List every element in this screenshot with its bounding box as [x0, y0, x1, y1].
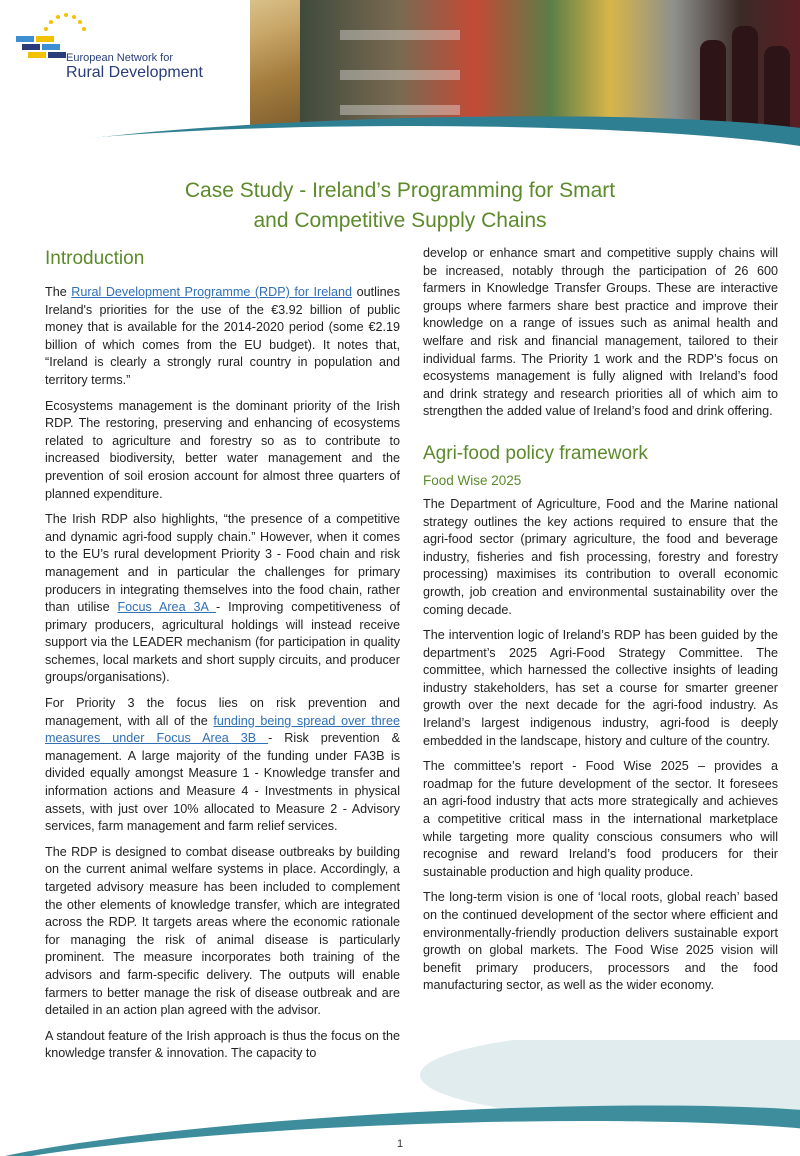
logo-line-1: European Network for: [66, 52, 173, 64]
intro-paragraph-4: [45, 695, 400, 836]
intro-paragraph-5: The RDP is designed to combat disease outbreaks by building on the current animal welfare systems in place. Accordingly, a targeted advisory measure has been included to complement the other elements of knowledge transfer, which are integrated across the RDP. It targets areas where the economic rationale for managing the risk of animal disease is particularly prominent. The measure incorporates both training of the advisors and farm-specific delivery. The outputs will enable farmers to better manage the risk of disease outbreak and are detailed in an action plan agreed with the advisor.: [45, 844, 400, 1018]
policy-paragraph-3: The committee’s report - Food Wise 2025 – provides a roadmap for the future development of the sector. It foresees an agri-food industry that acts more strategically and achieves a competitive critical mass in the international marketplace while targeting more quality conscious consumers who will recognise and reward Ireland’s food producers for their sustainable production and high quality produce.: [423, 759, 778, 879]
intro-paragraph-2: Ecosystems management is the dominant priority of the Irish RDP. The restoring, preserving and enhancing of ecosystems related to agriculture and forestry so as to contribute to increased biodiversity, better water management and the prevention of soil erosion account for almost three quarters of planned expenditure.: [45, 398, 400, 501]
title-line-1: Case Study - Ireland’s Programming for Smart: [184, 179, 616, 202]
rdp-ireland-link[interactable]: Rural Development Programme (RDP) for Ireland: [71, 285, 353, 299]
policy-paragraph-4: The long-term vision is one of ‘local roots, global reach’ based on the continued development of the sector where efficient and environmentally-friendly production delivers sustainable export growth on global markets. The Food Wise 2025 vision will benefit primary producers, processors and the food manufacturing sector, as well as the wider economy.: [423, 890, 778, 993]
focus-area-3b-link[interactable]: funding being spread over three measures under Focus Area 3B: [45, 713, 400, 746]
intro-paragraph-3: [45, 511, 400, 687]
focus-area-3a-link[interactable]: Focus Area 3A: [117, 600, 217, 615]
policy-paragraph-2: The intervention logic of Ireland’s RDP has been guided by the department’s 2025 Agri-Food Strategy Committee. The committee, which harnessed the collective insights of leading industry stakeholders, has set a course for smarter greener growth over the next decade for the agri-food industry. As Ireland’s largest indigenous industry, agri-food is deeply embedded in the landscape, history and culture of the country.: [423, 628, 778, 748]
right-column: [423, 245, 778, 1003]
title-line-2: and Competitive Supply Chains: [253, 209, 547, 232]
page-number: 1: [396, 1138, 404, 1150]
intro-paragraph-6: A standout feature of the Irish approach is thus the focus on the knowledge transfer & innovation. The capacity to: [45, 1028, 400, 1061]
text-span: The Irish RDP also highlights, “the presence of a competitive and dynamic agri-food supply chain.” However, when it comes to the EU’s rural development Priority 3 - Food chain and risk management and in particular the challenges for primary producers in integrating themselves into the food chain, rather than utilise: [45, 512, 400, 615]
page-title: [0, 176, 800, 236]
continued-paragraph: develop or enhance smart and competitive supply chains will be increased, notably through the participation of 26 600 farmers in Knowledge Transfer Groups. These are interactive groups where farmers share best practice and improve their knowledge on a range of issues such as animal health and welfare and risk and financial management, tailored to their individual farms. The Priority 1 work and the RDP’s focus on ecosystems management is fully aligned with Ireland’s food and drink strategy and research priorities all of which aim to strengthen the added value of Ireland’s food and drink offering.: [423, 246, 778, 419]
introduction-heading: Introduction: [45, 248, 145, 269]
intro-paragraph-1: [45, 284, 400, 390]
text-span: - Risk prevention & management. A large majority of the funding under FA3B is divided equally amongst Measure 1 - Knowledge transfer and information actions and Measure 4 - Investments in physical assets, with just over 10% allocated to Measure 2 - Advisory services, farm management and farm relief services.: [45, 731, 400, 834]
agri-food-heading: Agri-food policy framework: [423, 442, 648, 464]
text-span: The: [45, 285, 72, 299]
text-span: outlines Ireland's priorities for the use of the €3.92 billion of public money that is available for the 2014-2020 period (some €2.19 billion of which comes from the EU budget). It notes that, “Ireland is clearly a strongly rural country in population and territory terms.”: [45, 285, 400, 387]
text-span: - Improving competitiveness of primary producers, agricultural holdings will instead receive support via the LEADER mechanism (for participation in quality schemes, local markets and short supply circuits, and producer groups/organisations).: [45, 600, 400, 685]
header-banner: [0, 0, 800, 158]
left-column: [45, 246, 400, 1071]
text-span: For Priority 3 the focus lies on risk prevention and management, with all of the: [45, 696, 400, 728]
food-wise-subheading: Food Wise 2025: [423, 472, 522, 488]
logo-line-2: Rural Development: [66, 64, 203, 81]
policy-paragraph-1: The Department of Agriculture, Food and the Marine national strategy outlines the key actions required to ensure that the agri-food sector (primary agriculture, the food and beverage industry, fisheries and fish processing, forestry and forestry processing) maximises its contribution to overall economic growth, job creation and environmental sustainability over the coming decade.: [423, 496, 778, 617]
